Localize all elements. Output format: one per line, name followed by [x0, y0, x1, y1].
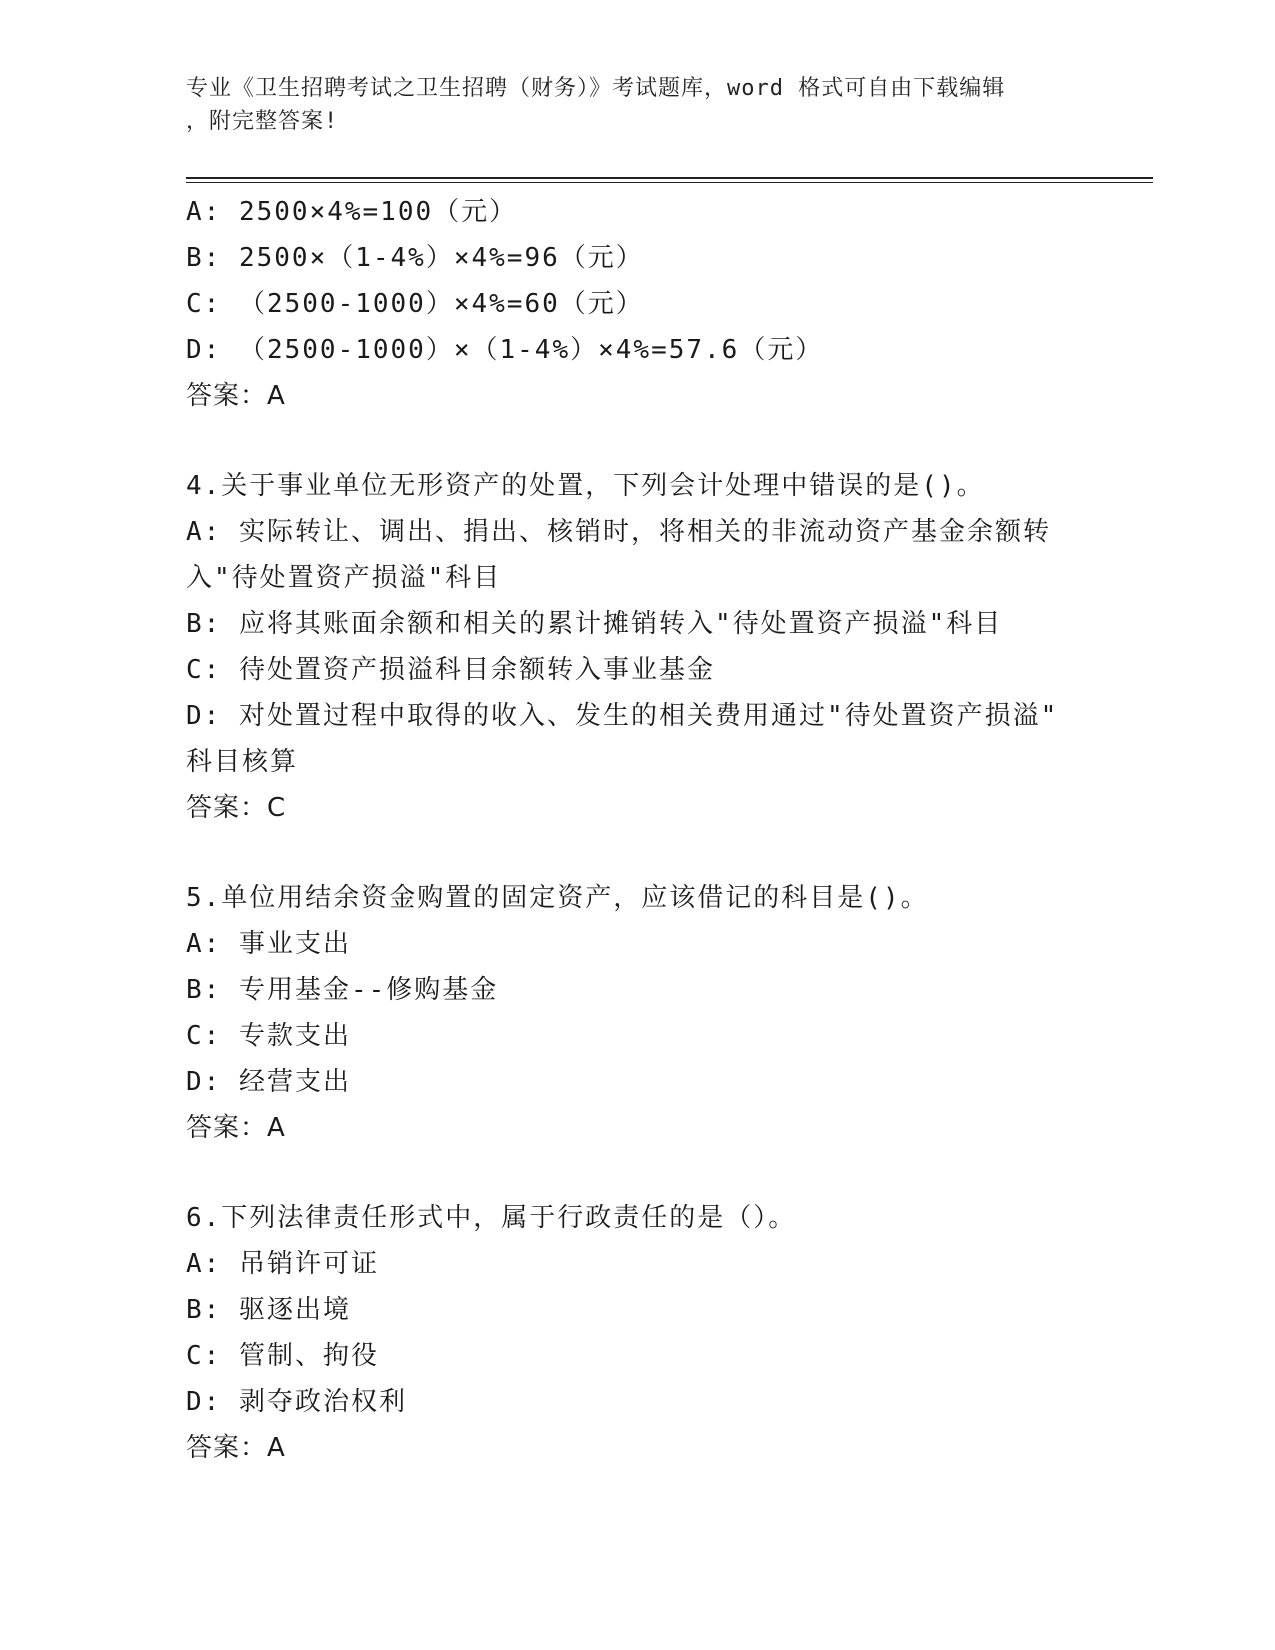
header-line-1: 专业《卫生招聘考试之卫生招聘（财务）》考试题库，word 格式可自由下载编辑 [186, 76, 1006, 101]
q5-option-c: C: 专款支出 [186, 1021, 351, 1051]
q4-option-d-line-1: D: 对处置过程中取得的收入、发生的相关费用通过"待处置资产损溢" [186, 701, 1059, 731]
q5-option-b: B: 专用基金--修购基金 [186, 975, 499, 1005]
q6-option-b: B: 驱逐出境 [186, 1295, 351, 1325]
q4-option-b: B: 应将其账面余额和相关的累计摊销转入"待处置资产损溢"科目 [186, 609, 1003, 639]
spacer [186, 1151, 1086, 1195]
question-list [186, 189, 1086, 1471]
question-6-block [186, 1195, 1086, 1471]
q5-question: 5.单位用结余资金购置的固定资产，应该借记的科目是()。 [186, 883, 929, 913]
q6-answer: 答案：A [186, 1433, 286, 1463]
header-divider-thin [186, 182, 1153, 183]
q5-option-a: A: 事业支出 [186, 929, 351, 959]
q3-answer: 答案：A [186, 381, 286, 411]
spacer [186, 831, 1086, 875]
q3-option-c: C: （2500-1000）×4%=60（元） [186, 289, 644, 319]
question-4-block [186, 463, 1086, 831]
q5-option-d: D: 经营支出 [186, 1067, 351, 1097]
q4-option-c: C: 待处置资产损溢科目余额转入事业基金 [186, 655, 715, 685]
q6-option-d: D: 剥夺政治权利 [186, 1387, 407, 1417]
q4-option-d-line-2: 科目核算 [186, 747, 299, 777]
q4-option-a-line-1: A: 实际转让、调出、捐出、核销时，将相关的非流动资产基金余额转 [186, 517, 1051, 547]
q4-option-a-line-2: 入"待处置资产损溢"科目 [186, 563, 502, 593]
question-5-block [186, 875, 1086, 1151]
q4-question: 4.关于事业单位无形资产的处置，下列会计处理中错误的是()。 [186, 471, 985, 501]
q6-option-a: A: 吊销许可证 [186, 1249, 379, 1279]
q3-option-b: B: 2500×（1-4%）×4%=96（元） [186, 243, 644, 273]
question-3-block [186, 189, 1086, 419]
header-line-2: ，附完整答案! [186, 109, 339, 134]
spacer [186, 419, 1086, 463]
q6-question: 6.下列法律责任形式中，属于行政责任的是（）。 [186, 1203, 797, 1233]
q5-answer: 答案：A [186, 1113, 286, 1143]
q3-option-a: A: 2500×4%=100（元） [186, 197, 518, 227]
q3-option-d: D: （2500-1000）×（1-4%）×4%=57.6（元） [186, 335, 824, 365]
header-divider-thick [186, 177, 1153, 179]
q4-answer: 答案：C [186, 793, 287, 823]
q6-option-c: C: 管制、拘役 [186, 1341, 379, 1371]
document-header [186, 72, 1066, 138]
